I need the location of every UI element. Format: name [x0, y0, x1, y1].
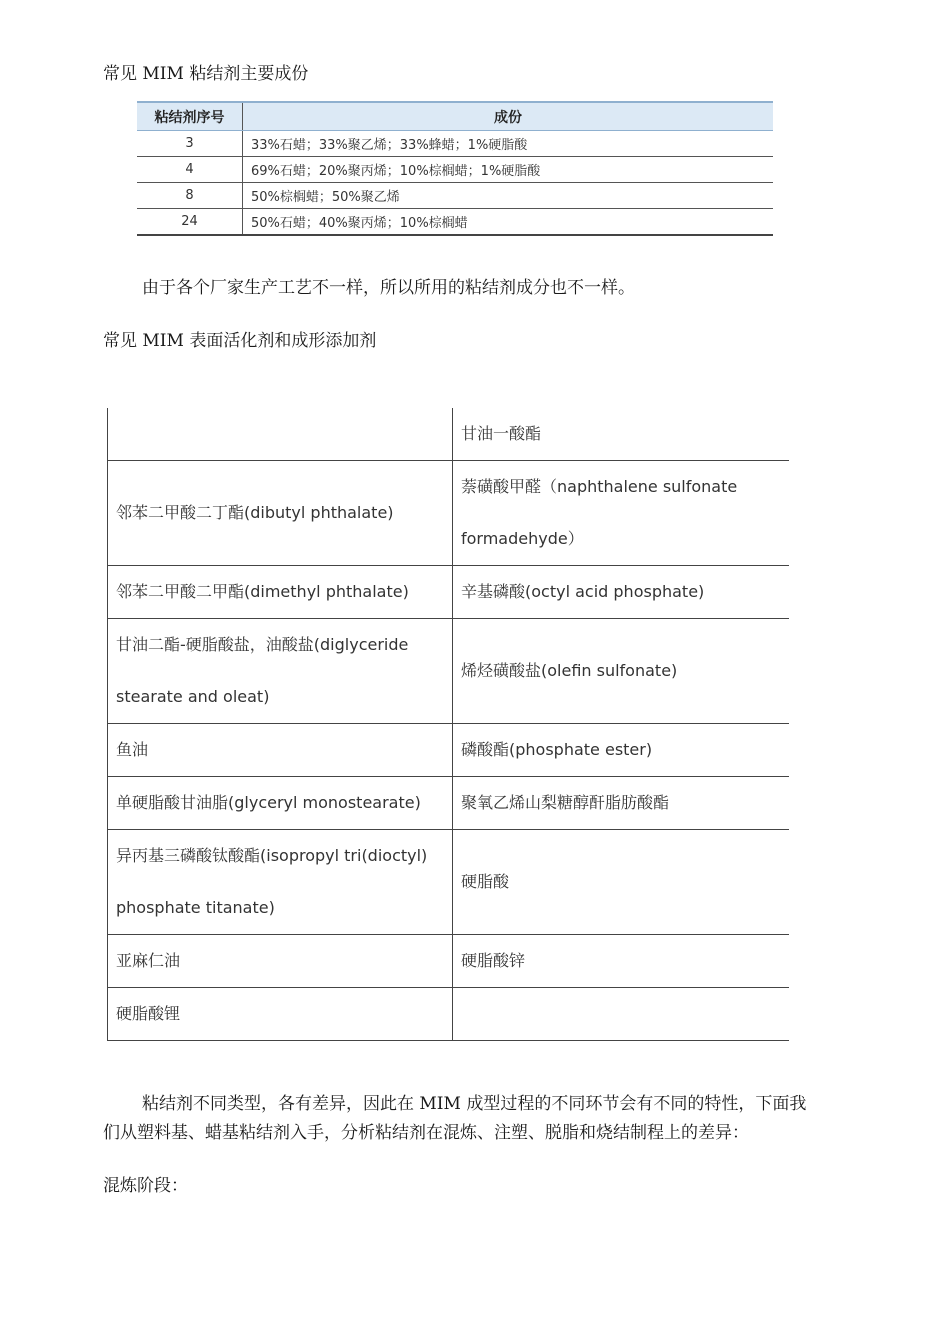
additive-cell-left: 硬脂酸锂 — [108, 988, 453, 1041]
binder-id-cell: 3 — [137, 131, 243, 157]
table-row — [137, 157, 773, 183]
mixing-stage-heading: 混炼阶段： — [103, 1176, 188, 1196]
additive-cell-left: 亚麻仁油 — [108, 935, 453, 988]
binder-section-heading: 常见 MIM 粘结剂主要成份 — [103, 64, 309, 84]
table-row — [108, 724, 790, 777]
additive-cell-right: 甘油一酸酯 — [453, 408, 790, 461]
binder-id-cell: 24 — [137, 209, 243, 236]
additive-cell-right: 硬脂酸 — [453, 830, 790, 935]
additives-table — [107, 408, 789, 1041]
additive-cell-right: 烯烃磺酸盐(olefin sulfonate) — [453, 619, 790, 724]
additive-cell-right: 萘磺酸甲醛（naphthalene sulfonate formadehyde） — [453, 461, 790, 566]
table-row — [108, 830, 790, 935]
column-header-composition: 成份 — [243, 102, 774, 131]
table-row — [108, 619, 790, 724]
additive-cell-left: 异丙基三磷酸钛酸酯(isopropyl tri(dioctyl) phosphate titanate) — [108, 830, 453, 935]
binder-composition-table — [137, 101, 773, 236]
composition-cell: 33%石蜡；33%聚乙烯；33%蜂蜡；1%硬脂酸 — [243, 131, 774, 157]
binder-id-cell: 8 — [137, 183, 243, 209]
differences-paragraph-line-1: 粘结剂不同类型，各有差异，因此在 MIM 成型过程的不同环节会有不同的特性，下面我 — [142, 1094, 807, 1114]
additive-cell-left: 单硬脂酸甘油脂(glyceryl monostearate) — [108, 777, 453, 830]
binder-id-cell: 4 — [137, 157, 243, 183]
additive-cell-left: 邻苯二甲酸二甲酯(dimethyl phthalate) — [108, 566, 453, 619]
additive-cell-right: 磷酸酯(phosphate ester) — [453, 724, 790, 777]
table-row — [108, 408, 790, 461]
additive-cell-right: 聚氧乙烯山梨糖醇酐脂肪酸酯 — [453, 777, 790, 830]
additive-cell-right — [453, 988, 790, 1041]
table-row — [108, 566, 790, 619]
table-row — [137, 209, 773, 236]
composition-cell: 50%石蜡；40%聚丙烯；10%棕榈蜡 — [243, 209, 774, 236]
manufacturers-paragraph: 由于各个厂家生产工艺不一样，所以所用的粘结剂成分也不一样。 — [142, 278, 635, 298]
column-header-binder-id: 粘结剂序号 — [137, 102, 243, 131]
table-row — [108, 777, 790, 830]
table-row — [137, 183, 773, 209]
additives-section-heading: 常见 MIM 表面活化剂和成形添加剂 — [103, 331, 377, 351]
composition-cell: 69%石蜡；20%聚丙烯；10%棕榈蜡；1%硬脂酸 — [243, 157, 774, 183]
additive-cell-right: 辛基磷酸(octyl acid phosphate) — [453, 566, 790, 619]
table-row — [108, 935, 790, 988]
additive-cell-right: 硬脂酸锌 — [453, 935, 790, 988]
table-row — [137, 131, 773, 157]
additive-cell-left: 鱼油 — [108, 724, 453, 777]
additive-cell-left: 甘油二酯-硬脂酸盐，油酸盐(diglyceride stearate and oleat) — [108, 619, 453, 724]
composition-cell: 50%棕榈蜡；50%聚乙烯 — [243, 183, 774, 209]
additive-cell-left — [108, 408, 453, 461]
table-row — [108, 461, 790, 566]
additive-cell-left: 邻苯二甲酸二丁酯(dibutyl phthalate) — [108, 461, 453, 566]
table-header-row — [137, 102, 773, 131]
table-row — [108, 988, 790, 1041]
differences-paragraph-line-2: 们从塑料基、蜡基粘结剂入手，分析粘结剂在混炼、注塑、脱脂和烧结制程上的差异： — [103, 1123, 749, 1143]
